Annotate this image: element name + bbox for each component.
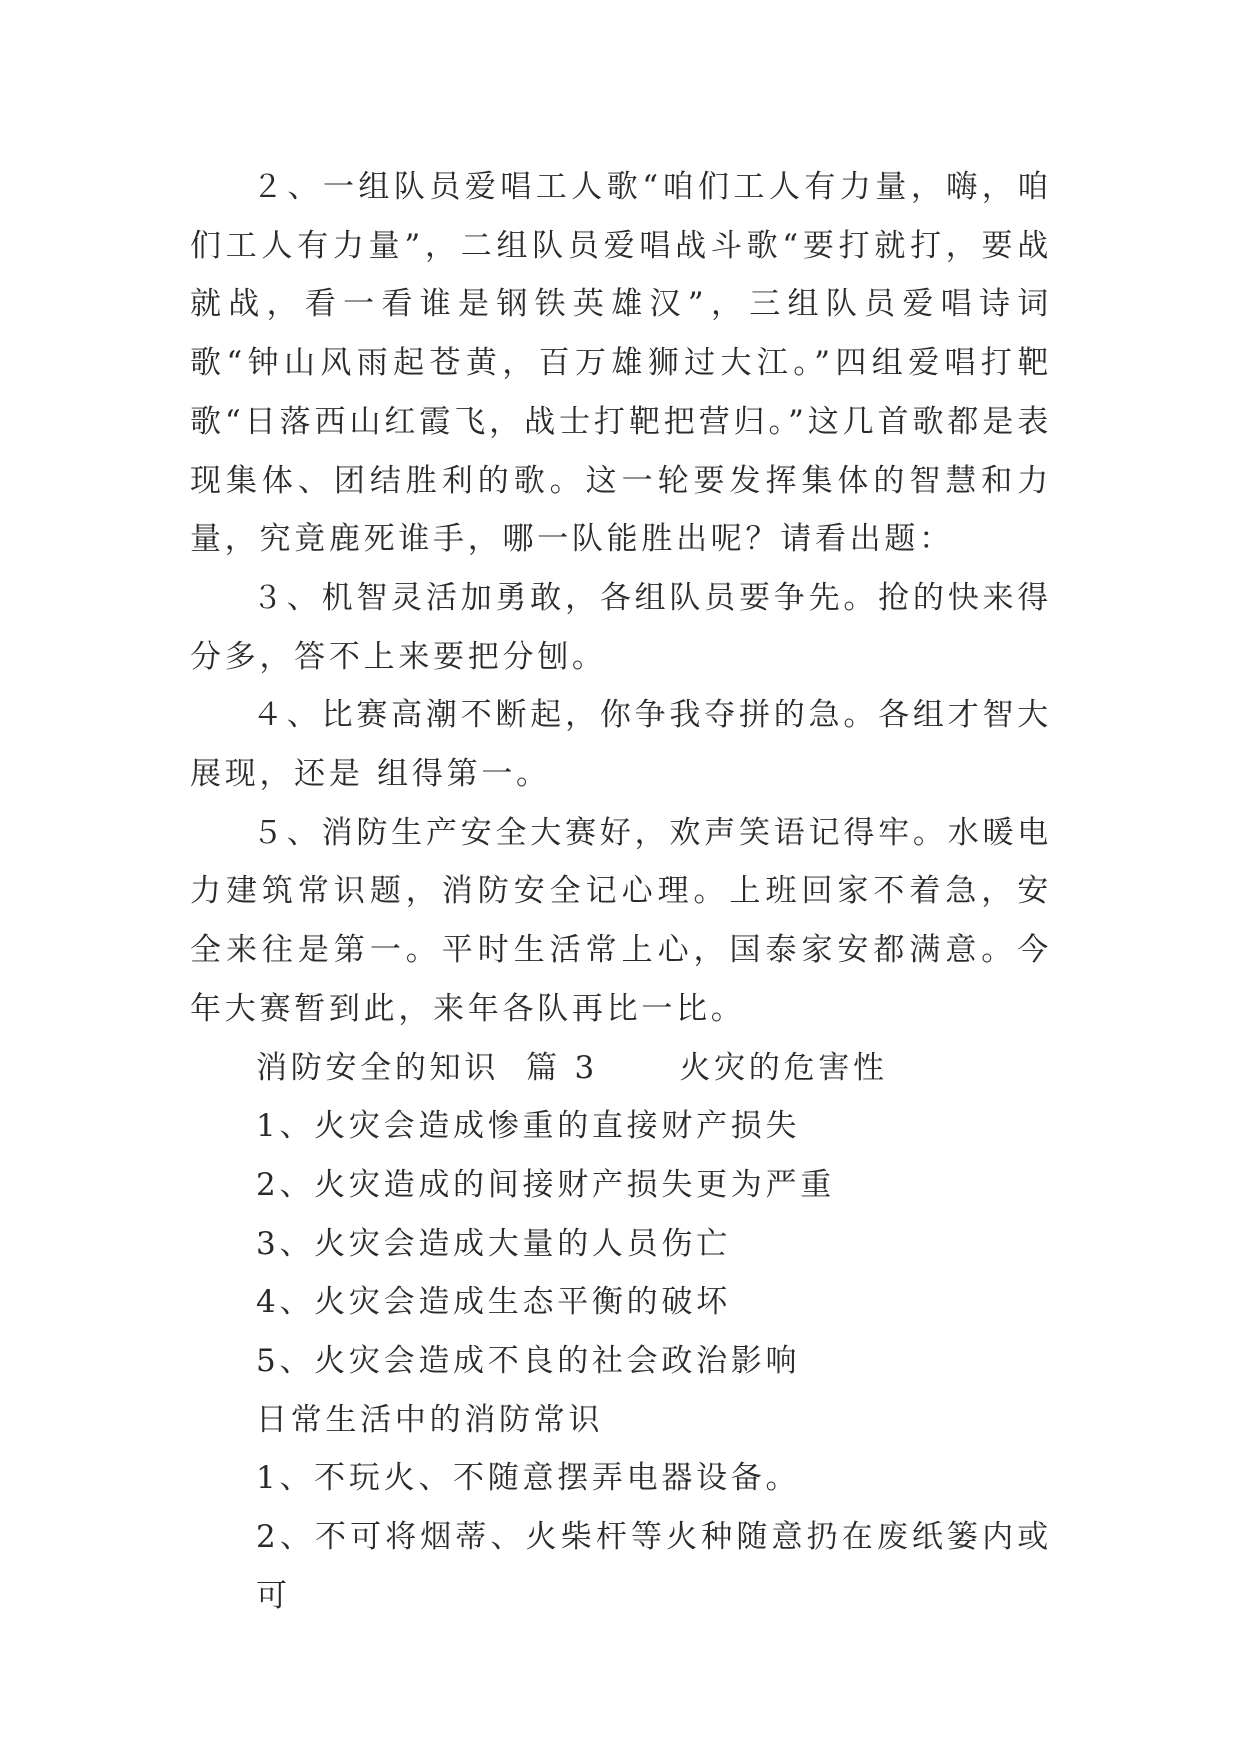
section-heading-daily-fire-knowledge: 日常生活中的消防常识: [256, 1401, 604, 1438]
list-item: 4、火灾会造成生态平衡的破坏: [256, 1284, 731, 1321]
list-item: 2、火灾造成的间接财产损失更为严重: [256, 1166, 835, 1203]
paragraph-song-round: ２、一组队员爱唱工人歌“咱们工人有力量，嗨，咱们工人有力量”，二组队员爱唱战斗歌“要打就打，要战就战，看一看谁是钢铁英雄汉”，三组队员爱唱诗词歌“钟山风雨起苍黄，百万雄狮过大江。”四组爱唱打靶歌“日落西山红霞飞，战士打靶把营归。”这几首歌都是表现集体、团结胜利的歌。这一轮要发挥集体的智慧和力量，究竟鹿死谁手，哪一队能胜出呢？请看出题：: [190, 169, 1052, 558]
paragraph-item-5: ５、消防生产安全大赛好，欢声笑语记得牢。水暖电力建筑常识题，消防安全记心理。上班回家不着急，安全来往是第一。平时生活常上心，国泰家安都满意。今年大赛暂到此，来年各队再比一比。: [190, 814, 1052, 1027]
list-item: 2、不可将烟蒂、火柴杆等火种随意扔在废纸篓内或可: [256, 1519, 1052, 1614]
list-item: 1、火灾会造成惨重的直接财产损失: [256, 1108, 801, 1145]
list-item: 3、火灾会造成大量的人员伤亡: [256, 1225, 731, 1262]
document-body: [190, 158, 1052, 1626]
list-item: 1、不玩火、不随意摆弄电器设备。: [256, 1460, 801, 1497]
paragraph-item-4: ４、比赛高潮不断起，你争我夺拼的急。各组才智大展现，还是 组得第一。: [190, 697, 1052, 793]
section-heading-fire-hazards: 消防安全的知识 篇 3 火灾的危害性: [256, 1049, 888, 1086]
list-item: 5、火灾会造成不良的社会政治影响: [256, 1343, 801, 1380]
paragraph-item-3: ３、机智灵活加勇敢，各组队员要争先。抢的快来得分多，答不上来要把分刨。: [190, 579, 1052, 675]
